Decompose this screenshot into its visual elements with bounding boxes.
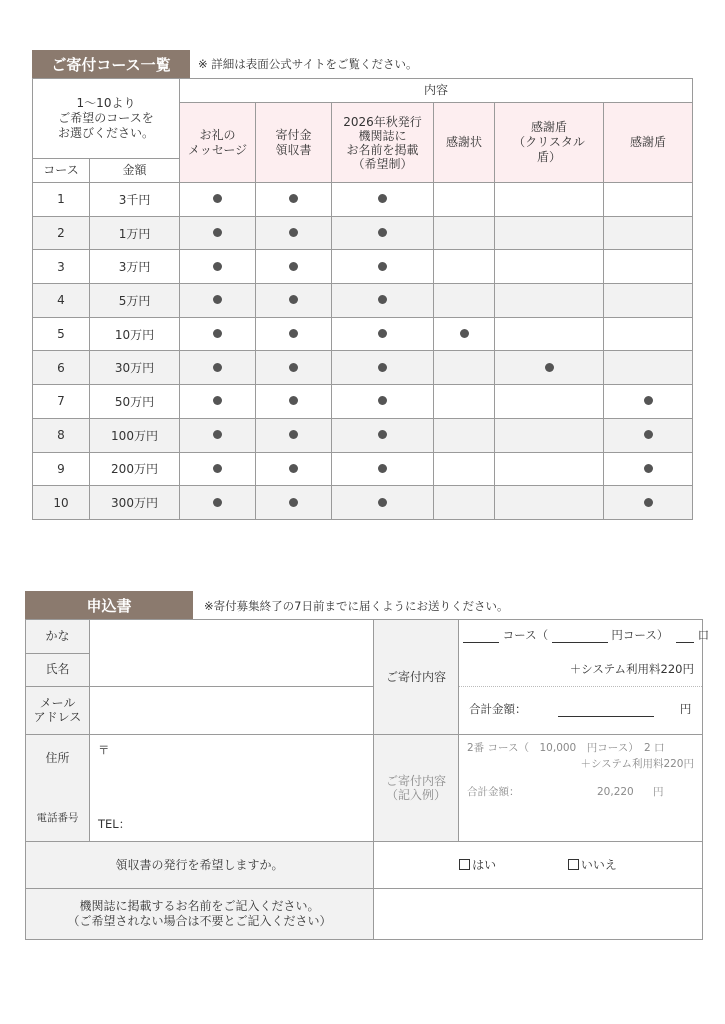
benefit-cell [332, 418, 434, 452]
benefit-cell [180, 486, 256, 520]
benefit-header-message: お礼の メッセージ [180, 103, 256, 183]
bullet-icon [213, 194, 222, 203]
benefit-cell [256, 317, 332, 351]
kana-label: かな [26, 620, 90, 654]
course-line: コース（ 円コース） 口 [463, 628, 709, 643]
bullet-icon [378, 396, 387, 405]
benefit-cell [604, 486, 693, 520]
benefit-cell [256, 452, 332, 486]
donation-content-area[interactable] [459, 620, 710, 735]
course-section-title: ご寄付コース一覧 [32, 50, 190, 78]
benefit-cell [434, 452, 495, 486]
benefit-cell [332, 183, 434, 217]
course-row [33, 418, 693, 452]
receipt-question: 領収書の発行を希望しますか。 [26, 842, 374, 889]
benefit-cell [495, 284, 604, 318]
benefit-header-certificate: 感謝状 [434, 103, 495, 183]
benefit-cell [604, 183, 693, 217]
benefit-header-crystal-shield: 感謝盾 （クリスタル 盾） [495, 103, 604, 183]
benefit-header-receipt: 寄付金 領収書 [256, 103, 332, 183]
bullet-icon [378, 194, 387, 203]
email-input-area[interactable] [90, 686, 374, 734]
tel-prefix: TEL： [98, 817, 131, 831]
benefit-cell [495, 418, 604, 452]
benefit-cell [604, 284, 693, 318]
bullet-icon [378, 295, 387, 304]
benefit-cell [256, 351, 332, 385]
address-phone-label [26, 735, 90, 842]
course-number: 6 [33, 351, 90, 385]
benefit-cell [495, 351, 604, 385]
col-header-amount: 金額 [90, 159, 180, 183]
course-row [33, 486, 693, 520]
course-number: 4 [33, 284, 90, 318]
bullet-icon [213, 430, 222, 439]
benefit-cell [604, 452, 693, 486]
benefit-cell [434, 250, 495, 284]
name-label: 氏名 [26, 654, 90, 686]
course-row [33, 183, 693, 217]
course-count-blank[interactable] [676, 630, 694, 643]
application-note: ※寄付募集終了の7日前までに届くようにお送りください。 [204, 599, 509, 613]
bullet-icon [378, 498, 387, 507]
bullet-icon [289, 363, 298, 372]
bullet-icon [213, 363, 222, 372]
address-label: 住所 [45, 751, 70, 765]
course-row [33, 250, 693, 284]
benefit-cell [180, 183, 256, 217]
course-table [32, 78, 693, 520]
benefit-cell [604, 216, 693, 250]
system-fee: ＋システム利用料220円 [569, 662, 694, 676]
benefit-cell [332, 486, 434, 520]
course-amount: 5万円 [90, 284, 180, 318]
donation-content-label: ご寄付内容 [374, 620, 459, 735]
total-line: 合計金額： 円 [469, 702, 692, 716]
benefit-cell [332, 452, 434, 486]
benefit-cell [332, 317, 434, 351]
benefit-cell [434, 486, 495, 520]
bullet-icon [378, 464, 387, 473]
bullet-icon [213, 498, 222, 507]
benefit-cell [180, 317, 256, 351]
benefit-cell [332, 216, 434, 250]
benefit-cell [256, 183, 332, 217]
phone-label: 電話番号 [36, 812, 79, 824]
benefit-cell [180, 452, 256, 486]
contents-header: 内容 [180, 79, 693, 103]
receipt-no-option[interactable]: いいえ [568, 858, 617, 872]
course-yen-blank[interactable] [552, 630, 608, 643]
course-section-note: ※ 詳細は表面公式サイトをご覧ください。 [198, 57, 418, 71]
course-amount: 100万円 [90, 418, 180, 452]
benefit-cell [332, 284, 434, 318]
benefit-cell [495, 317, 604, 351]
bullet-icon [213, 464, 222, 473]
benefit-cell [604, 317, 693, 351]
name-input-area[interactable] [90, 620, 374, 687]
application-form [25, 619, 710, 940]
course-number: 5 [33, 317, 90, 351]
benefit-cell [604, 418, 693, 452]
course-row [33, 452, 693, 486]
benefit-cell [495, 250, 604, 284]
bullet-icon [289, 430, 298, 439]
benefit-cell [256, 385, 332, 419]
example-total-label: 合計金額： [467, 786, 520, 798]
benefit-cell [180, 216, 256, 250]
total-blank[interactable] [558, 704, 654, 717]
benefit-cell [495, 452, 604, 486]
bullet-icon [545, 363, 554, 372]
email-label: メール アドレス [26, 686, 90, 734]
address-input-area[interactable] [90, 735, 374, 842]
journal-name-label: 機関誌に掲載するお名前をご記入ください。 （ご希望されない場合は不要とご記入ください） [26, 889, 374, 940]
course-number: 9 [33, 452, 90, 486]
benefit-cell [332, 385, 434, 419]
bullet-icon [289, 262, 298, 271]
course-row [33, 284, 693, 318]
postal-mark: 〒 [98, 743, 110, 757]
bullet-icon [378, 228, 387, 237]
course-amount: 50万円 [90, 385, 180, 419]
benefit-cell [604, 351, 693, 385]
bullet-icon [644, 396, 653, 405]
bullet-icon [213, 396, 222, 405]
example-label: ご寄付内容 （記入例） [374, 735, 459, 842]
benefit-cell [180, 418, 256, 452]
bullet-icon [289, 194, 298, 203]
benefit-cell [256, 486, 332, 520]
application-title: 申込書 [25, 591, 193, 619]
course-number: 2 [33, 216, 90, 250]
course-number: 3 [33, 250, 90, 284]
bullet-icon [644, 464, 653, 473]
course-amount: 3千円 [90, 183, 180, 217]
benefit-cell [180, 385, 256, 419]
bullet-icon [213, 329, 222, 338]
course-amount: 1万円 [90, 216, 180, 250]
benefit-header-journal: 2026年秋発行 機関誌に お名前を掲載 （希望制） [332, 103, 434, 183]
bullet-icon [644, 430, 653, 439]
bullet-icon [289, 295, 298, 304]
receipt-yes-option[interactable]: はい [459, 858, 500, 872]
benefit-cell [604, 250, 693, 284]
course-amount: 10万円 [90, 317, 180, 351]
course-number: 1 [33, 183, 90, 217]
bullet-icon [289, 464, 298, 473]
benefit-cell [434, 385, 495, 419]
bullet-icon [378, 363, 387, 372]
receipt-no-checkbox[interactable] [568, 859, 579, 870]
benefit-cell [495, 486, 604, 520]
course-row [33, 385, 693, 419]
bullet-icon [213, 295, 222, 304]
benefit-cell [180, 351, 256, 385]
journal-name-input-area[interactable] [374, 889, 703, 940]
benefit-cell [256, 216, 332, 250]
example-fee: ＋システム利用料220円 [580, 758, 694, 770]
receipt-options [374, 842, 703, 889]
bullet-icon [213, 262, 222, 271]
bullet-icon [213, 228, 222, 237]
bullet-icon [289, 396, 298, 405]
benefit-cell [332, 250, 434, 284]
receipt-yes-checkbox[interactable] [459, 859, 470, 870]
benefit-cell [256, 250, 332, 284]
benefit-cell [434, 351, 495, 385]
course-number: 10 [33, 486, 90, 520]
benefit-cell [434, 216, 495, 250]
bullet-icon [289, 498, 298, 507]
course-rows [33, 183, 693, 520]
benefit-cell [604, 385, 693, 419]
bullet-icon [378, 329, 387, 338]
course-number-blank[interactable] [463, 630, 499, 643]
benefit-cell [180, 284, 256, 318]
benefit-cell [256, 418, 332, 452]
course-amount: 30万円 [90, 351, 180, 385]
benefit-cell [434, 284, 495, 318]
benefit-cell [434, 317, 495, 351]
benefit-cell [256, 284, 332, 318]
example-yen: 円 [653, 786, 664, 798]
example-area [459, 735, 703, 842]
col-header-course: コース [33, 159, 90, 183]
course-row [33, 317, 693, 351]
benefit-cell [434, 418, 495, 452]
bullet-icon [378, 262, 387, 271]
course-number: 7 [33, 385, 90, 419]
bullet-icon [460, 329, 469, 338]
benefit-header-shield: 感謝盾 [604, 103, 693, 183]
bullet-icon [289, 228, 298, 237]
benefit-cell [495, 385, 604, 419]
example-total-value: 20,220 [597, 786, 634, 798]
course-amount: 3万円 [90, 250, 180, 284]
benefit-cell [434, 183, 495, 217]
benefit-cell [180, 250, 256, 284]
course-row [33, 351, 693, 385]
bullet-icon [378, 430, 387, 439]
bullet-icon [289, 329, 298, 338]
course-number: 8 [33, 418, 90, 452]
course-instruction: 1〜10より ご希望のコースを お選びください。 [33, 79, 180, 159]
benefit-cell [495, 183, 604, 217]
course-amount: 300万円 [90, 486, 180, 520]
bullet-icon [644, 498, 653, 507]
benefit-cell [495, 216, 604, 250]
course-row [33, 216, 693, 250]
example-line: 2番 コース（ 10,000 円コース） 2 口 [467, 742, 665, 754]
benefit-cell [332, 351, 434, 385]
course-amount: 200万円 [90, 452, 180, 486]
